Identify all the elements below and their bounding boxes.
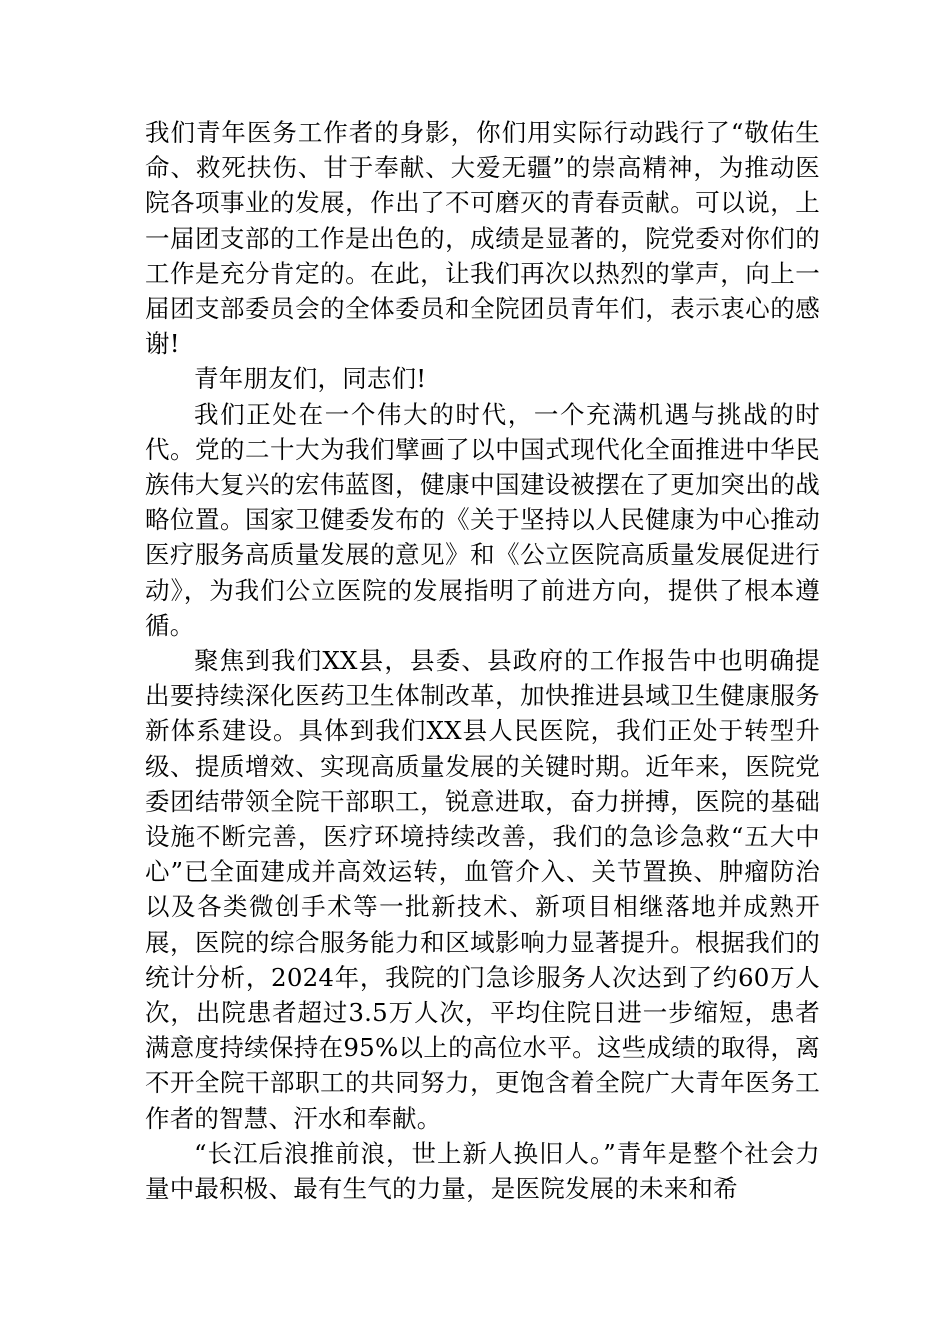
document-body [145, 115, 820, 1206]
paragraph-youth: “长江后浪推前浪，世上新人换旧人。”青年是整个社会力量中最积极、最有生气的力量，是医院发展的未来和希 [145, 1138, 820, 1204]
paragraph-era: 我们正处在一个伟大的时代，一个充满机遇与挑战的时代。党的二十大为我们擘画了以中国式现代化全面推进中华民族伟大复兴的宏伟蓝图，健康中国建设被摆在了更加突出的战略位置。国家卫健委发布的《关于坚持以人民健康为中心推动医疗服务高质量发展的意见》和《公立医院高质量发展促进行动》，为我们公立医院的发展指明了前进方向，提供了根本遵循。 [145, 399, 820, 640]
paragraph-salutation: 青年朋友们，同志们! [194, 364, 427, 394]
paragraph-continuation: 我们青年医务工作者的身影，你们用实际行动践行了“敬佑生命、救死扶伤、甘于奉献、大爱无疆”的崇高精神，为推动医院各项事业的发展，作出了不可磨灭的青春贡献。可以说，上一届团支部的工作是出色的，成绩是显著的，院党委对你们的工作是充分肯定的。在此，让我们再次以热烈的掌声，向上一届团支部委员会的全体委员和全院团员青年们，表示衷心的感谢! [145, 118, 820, 359]
paragraph-county-hospital: 聚焦到我们XX县，县委、县政府的工作报告中也明确提出要持续深化医药卫生体制改革，加快推进县域卫生健康服务新体系建设。具体到我们XX县人民医院，我们正处于转型升级、提质增效、实现高质量发展的关键时期。近年来，医院党委团结带领全院干部职工，锐意进取，奋力拼搏，医院的基础设施不断完善，医疗环境持续改善，我们的急诊急救“五大中心”已全面建成并高效运转，血管介入、关节置换、肿瘤防治以及各类微创手术等一批新技术、新项目相继落地并成熟开展，医院的综合服务能力和区域影响力显著提升。根据我们的统计分析，2024年，我院的门急诊服务人次达到了约60万人次，出院患者超过3.5万人次，平均住院日进一步缩短，患者满意度持续保持在95%以上的高位水平。这些成绩的取得，离不开全院干部职工的共同努力，更饱含着全院广大青年医务工作者的智慧、汗水和奉献。 [145, 646, 820, 1133]
